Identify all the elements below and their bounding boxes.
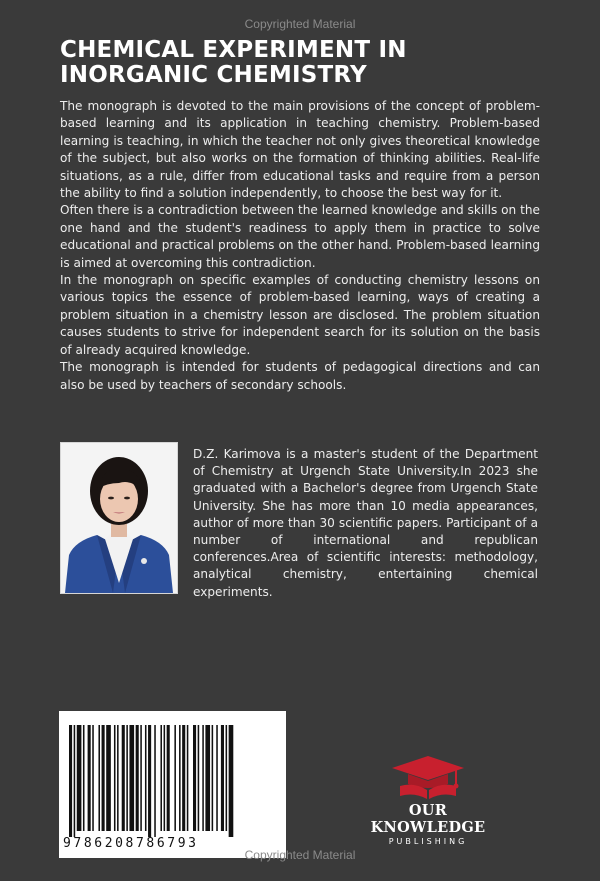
book-title: CHEMICAL EXPERIMENT IN INORGANIC CHEMISTRY	[60, 37, 407, 88]
author-bio: D.Z. Karimova is a master's student of the Department of Chemistry at Urgench State University.In 2023 she graduated with a Bachelor's degree from Urgench State University. She has more than 10 media appearances, author of more than 30 scientific papers. Participant of a number of international and republican conferences.Area of scientific interests: methodology, analytical chemistry, entertaining chemical experiments.	[193, 447, 538, 599]
graduation-cap-book-icon	[390, 752, 466, 800]
barcode-bar	[193, 725, 196, 831]
barcode-bar	[205, 725, 210, 831]
barcode-bars	[69, 725, 276, 837]
barcode-bar	[88, 725, 91, 831]
description-paragraph-4: The monograph is intended for students of pedagogical directions and can also be used by teachers of secondary schools.	[60, 360, 540, 392]
barcode-bar	[126, 725, 128, 831]
isbn-barcode	[59, 711, 286, 858]
barcode-bar	[229, 725, 234, 837]
barcode-bar	[102, 725, 105, 831]
description-paragraph-1: The monograph is devoted to the main provisions of the concept of problem-based learning and its application in teaching chemistry. Problem-based learning is teaching, in which the teacher not only gives theoretical knowledge of the subject, but also works on the formation of thinking abilities. Real-life situations, as a rule, differ from educational tasks and require from a person the ability to find a solution independently, to choose the best way for it.	[60, 99, 540, 201]
barcode-bar	[174, 725, 176, 831]
barcode-bar	[77, 725, 82, 831]
barcode-bar	[148, 725, 151, 837]
barcode-bar	[202, 725, 204, 831]
barcode-bar	[136, 725, 139, 831]
barcode-bar	[145, 725, 147, 831]
publisher-name: OUR KNOWLEDGE	[370, 802, 486, 836]
barcode-bar	[179, 725, 181, 831]
barcode-bar	[106, 725, 111, 831]
description-paragraph-2: Often there is a contradiction between the learned knowledge and skills on the one hand and the student's readiness to apply them in practice to solve educational and practical problems on the other hand. Problem-based learning is aimed at overcoming this contradiction.	[60, 203, 540, 270]
barcode-bar	[74, 725, 76, 837]
barcode-bar	[114, 725, 116, 831]
barcode-bar	[140, 725, 142, 831]
barcode-bar	[129, 725, 134, 831]
barcode-bar	[164, 725, 166, 831]
book-description	[60, 98, 540, 394]
isbn-digits: 9786208786793	[63, 836, 199, 851]
barcode-bar	[117, 725, 119, 831]
barcode-bar	[198, 725, 200, 831]
barcode-bar	[160, 725, 162, 831]
barcode-bar	[212, 725, 214, 831]
barcode-bar	[226, 725, 228, 831]
publisher-subtitle: PUBLISHING	[388, 837, 468, 846]
barcode-bar	[154, 725, 156, 837]
author-portrait-icon	[61, 443, 177, 593]
barcode-bar	[69, 725, 72, 837]
barcode-bar	[98, 725, 100, 831]
barcode-bar	[182, 725, 185, 831]
barcode-bar	[92, 725, 94, 831]
barcode-bar	[122, 725, 125, 831]
publisher-logo	[350, 752, 506, 846]
barcode-bar	[216, 725, 218, 831]
watermark-top: Copyrighted Material	[244, 17, 356, 31]
description-paragraph-3: In the monograph on specific examples of conducting chemistry lessons on various topics the essence of problem-based learning, ways of creating a problem situation in a chemistry lesson are disclosed. The problem situation causes students to strive for independent search for its solution on the basis of already acquired knowledge.	[60, 273, 540, 357]
barcode-bar	[187, 725, 189, 831]
watermark-bottom: Copyrighted Material	[244, 848, 356, 862]
barcode-bar	[83, 725, 85, 831]
author-photo	[60, 442, 178, 594]
barcode-bar	[221, 725, 224, 831]
barcode-bar	[167, 725, 170, 831]
